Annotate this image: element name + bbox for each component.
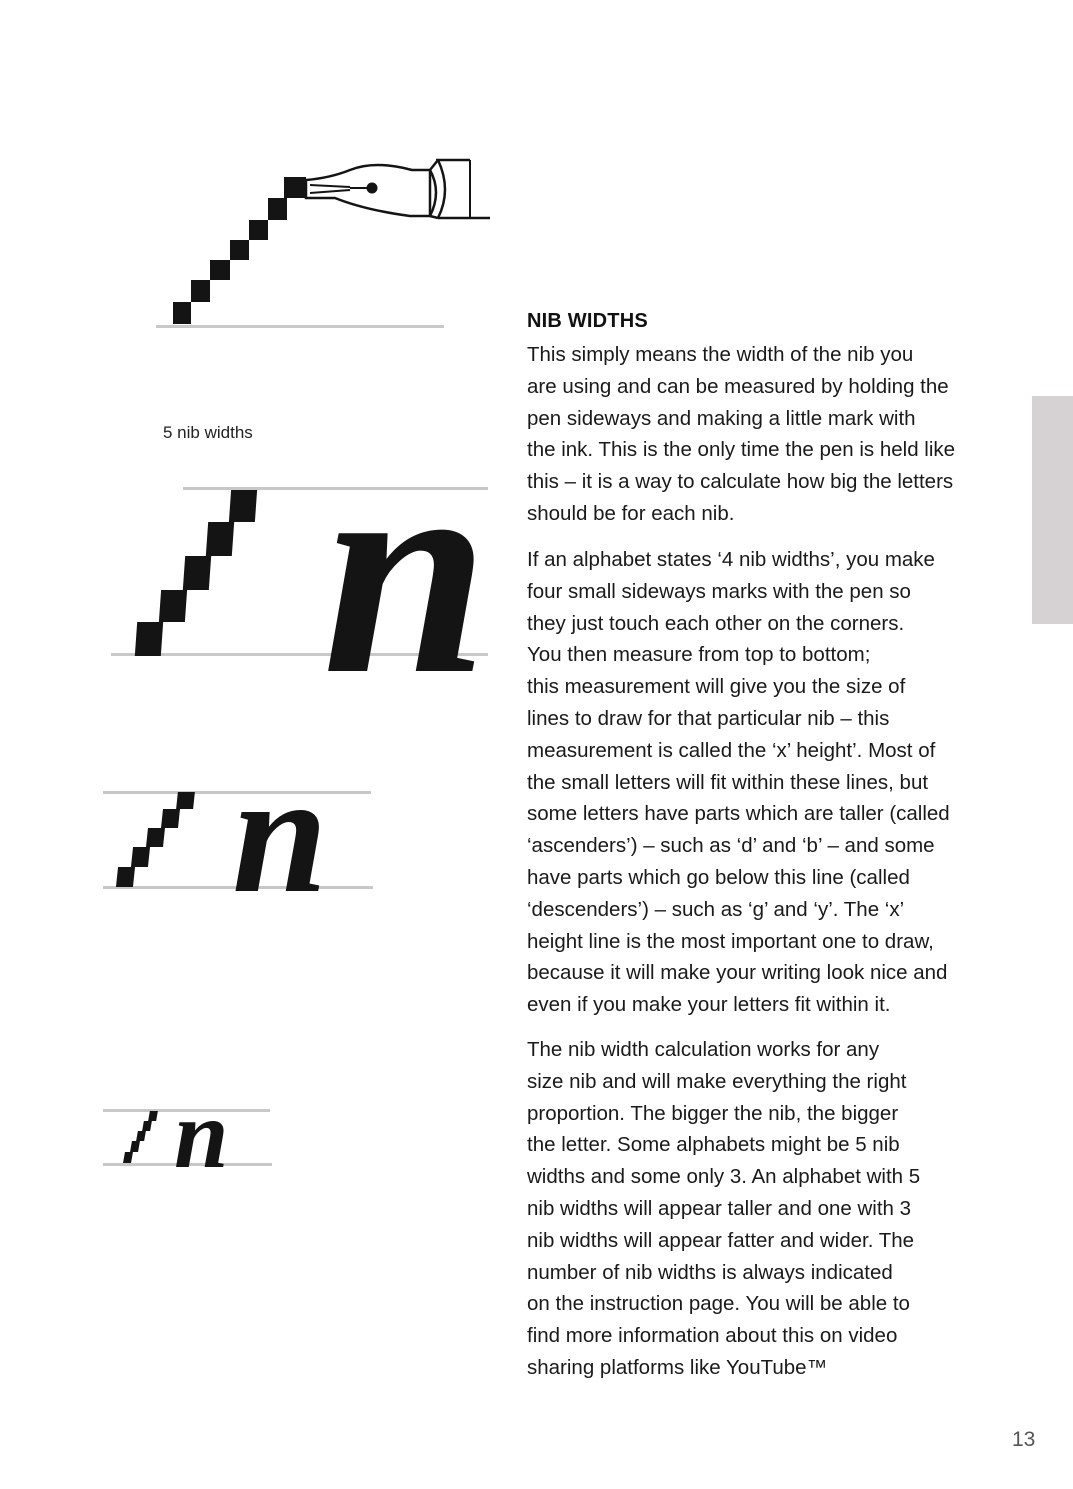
nib-mark <box>136 1131 146 1141</box>
sample-letter-small: n <box>174 1081 229 1189</box>
nib-mark <box>135 622 163 656</box>
text-line: You then measure from top to bottom; <box>527 643 871 667</box>
nib-mark <box>146 828 165 847</box>
text-line: size nib and will make everything the right <box>527 1069 907 1093</box>
text-line: lines to draw for that particular nib – this <box>527 706 890 730</box>
text-line: the letter. Some alphabets might be 5 nib <box>527 1133 900 1157</box>
nib-mark <box>229 490 257 522</box>
paragraph-3 <box>527 1034 987 1384</box>
text-line: measurement is called the ‘x’ height’. Most of <box>527 738 936 762</box>
text-line: This simply means the width of the nib you <box>527 343 914 366</box>
nib-mark <box>176 792 195 809</box>
nib-mark <box>131 847 150 867</box>
baseline-rule <box>156 325 444 328</box>
nib-mark <box>268 198 287 220</box>
nib-mark <box>116 867 135 887</box>
text-line: widths and some only 3. An alphabet with 5 <box>527 1165 921 1189</box>
text-line: ‘descenders’) – such as ‘g’ and ‘y’. The ‘x’ <box>527 897 905 921</box>
text-line: should be for each nib. <box>527 501 735 525</box>
text-line: are using and can be measured by holding the <box>527 374 949 398</box>
sample-letter-large: n <box>322 404 489 736</box>
text-line: nib widths will appear taller and one with 3 <box>527 1196 912 1220</box>
text-line: the small letters will fit within these lines, but <box>527 770 929 794</box>
paragraph-1 <box>527 339 987 530</box>
nib-mark <box>123 1152 133 1163</box>
section-heading: NIB WIDTHS <box>527 310 648 332</box>
nib-mark <box>191 280 210 302</box>
text-line: have parts which go below this line (called <box>527 865 910 889</box>
nib-mark <box>130 1141 140 1152</box>
nib-mark <box>148 1111 158 1121</box>
text-line: If an alphabet states ‘4 nib widths’, you make <box>527 548 935 571</box>
nib-mark <box>183 556 211 590</box>
text-line: nib widths will appear fatter and wider. The <box>527 1228 915 1252</box>
text-line: they just touch each other on the corners. <box>527 611 905 635</box>
figure-caption: 5 nib widths <box>163 423 253 442</box>
sample-letter-medium: n <box>232 739 328 929</box>
nib-mark <box>173 302 191 324</box>
text-line: this measurement will give you the size of <box>527 675 906 699</box>
text-line: find more information about this on video <box>527 1324 898 1348</box>
text-line: height line is the most important one to draw, <box>527 929 934 953</box>
text-line: The nib width calculation works for any <box>527 1038 880 1061</box>
nib-mark <box>284 177 306 198</box>
text-line: on the instruction page. You will be able to <box>527 1292 910 1316</box>
nib-mark <box>159 590 187 622</box>
text-line: ‘ascenders’) – such as ‘d’ and ‘b’ – and some <box>527 834 935 858</box>
text-line: four small sideways marks with the pen so <box>527 579 911 603</box>
text-line: pen sideways and making a little mark with <box>527 406 916 430</box>
page-number: 13 <box>1012 1428 1036 1451</box>
text-line: this – it is a way to calculate how big the letters <box>527 470 954 494</box>
nib-mark <box>210 260 230 280</box>
section-tab-marker <box>1032 396 1073 624</box>
text-line: some letters have parts which are taller (called <box>527 802 950 826</box>
nib-mark <box>206 522 234 556</box>
nib-mark <box>161 809 180 828</box>
pen-nib-illustration <box>150 150 495 335</box>
text-line: number of nib widths is always indicated <box>527 1260 893 1284</box>
text-line: proportion. The bigger the nib, the bigger <box>527 1101 899 1125</box>
text-line: the ink. This is the only time the pen is held like <box>527 438 956 462</box>
nib-mark <box>230 240 249 260</box>
nib-mark <box>142 1121 152 1131</box>
text-line: even if you make your letters fit within it. <box>527 993 891 1017</box>
text-line: sharing platforms like YouTube™ <box>527 1355 828 1379</box>
nib-mark <box>249 220 268 240</box>
paragraph-2 <box>527 544 987 1021</box>
text-line: because it will make your writing look nice and <box>527 961 948 985</box>
